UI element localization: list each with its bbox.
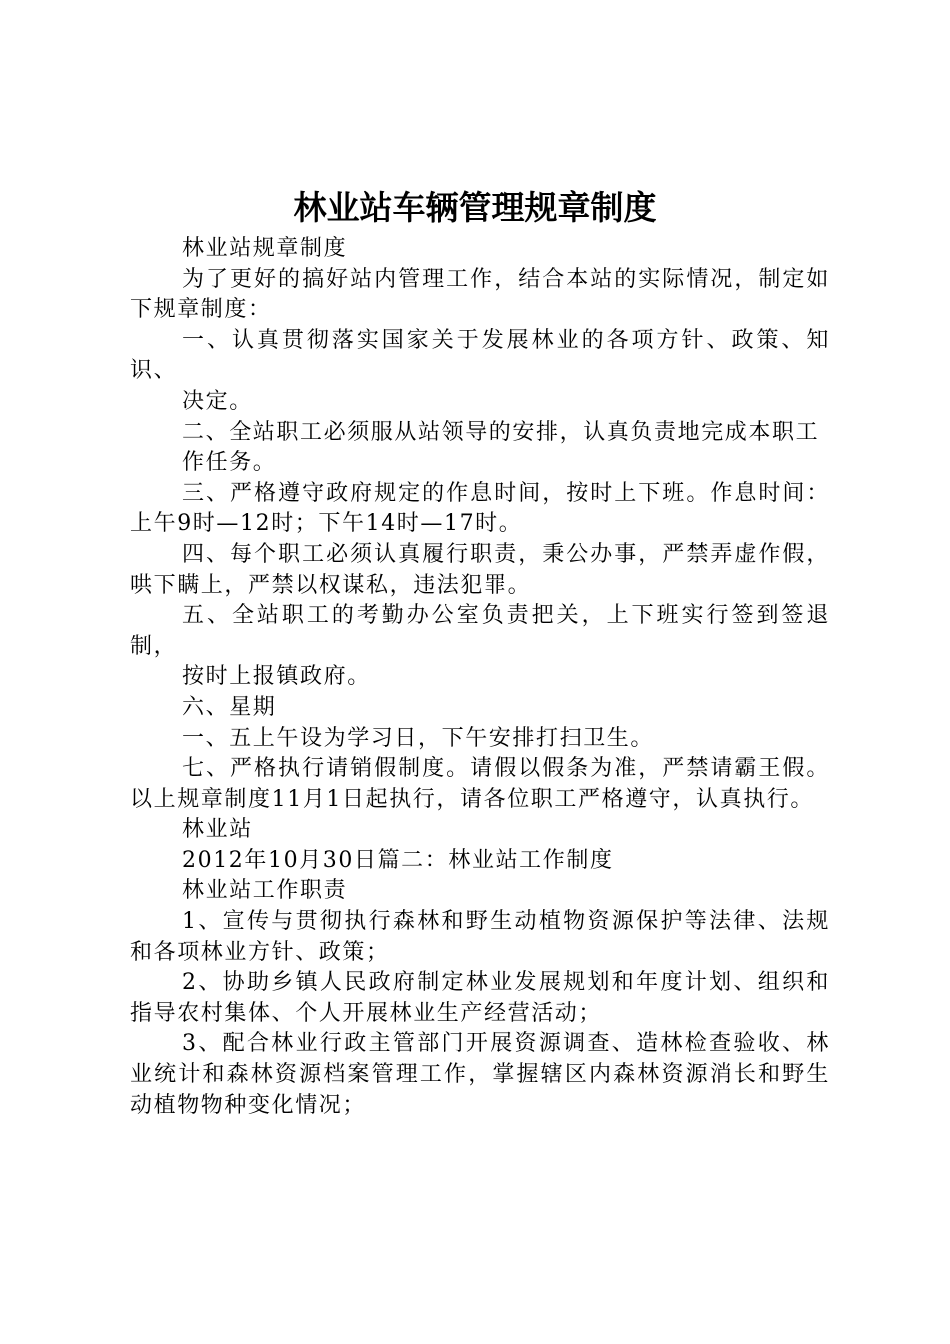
paragraph: 一、五上午设为学习日，下午安排打扫卫生。 <box>182 725 655 751</box>
paragraph: 六、星期 <box>182 694 277 720</box>
paragraph: 二、全站职工必须服从站领导的安排，认真负责地完成本职工 <box>182 419 820 445</box>
paragraph: 1、宣传与贯彻执行森林和野生动植物资源保护等法律、法规和各项林业方针、政策； <box>130 909 830 965</box>
paragraph: 林业站 <box>182 817 253 843</box>
paragraph: 作任务。 <box>182 450 277 476</box>
paragraph: 3、配合林业行政主管部门开展资源调查、造林检查验收、林业统计和森林资源档案管理工作，掌握辖区内森林资源消长和野生动植物物种变化情况； <box>130 1031 830 1118</box>
paragraph: 四、每个职工必须认真履行职责，秉公办事，严禁弄虚作假，哄下瞒上，严禁以权谋私，违法犯罪。 <box>130 541 830 598</box>
paragraph: 2、协助乡镇人民政府制定林业发展规划和年度计划、组织和指导农村集体、个人开展林业生产经营活动； <box>130 970 830 1026</box>
paragraph: 按时上报镇政府。 <box>182 664 371 690</box>
paragraph: 2012年10月30日篇二：林业站工作制度 <box>182 847 614 873</box>
paragraph: 三、严格遵守政府规定的作息时间，按时上下班。作息时间：上午9时—12时；下午14时—17时。 <box>130 480 830 537</box>
document-body <box>130 234 830 1121</box>
paragraph: 林业站规章制度 <box>182 236 348 261</box>
paragraph: 五、全站职工的考勤办公室负责把关，上下班实行签到签退制， <box>130 603 830 659</box>
paragraph: 林业站工作职责 <box>182 878 348 904</box>
paragraph: 一、认真贯彻落实国家关于发展林业的各项方针、政策、知识、 <box>130 327 830 384</box>
document-title: 林业站车辆管理规章制度 <box>293 188 657 227</box>
paragraph: 七、严格执行请销假制度。请假以假条为准，严禁请霸王假。以上规章制度11月1日起执行，请各位职工严格遵守，认真执行。 <box>130 756 830 812</box>
paragraph: 决定。 <box>182 388 253 414</box>
paragraph: 为了更好的搞好站内管理工作，结合本站的实际情况，制定如下规章制度： <box>130 266 830 323</box>
